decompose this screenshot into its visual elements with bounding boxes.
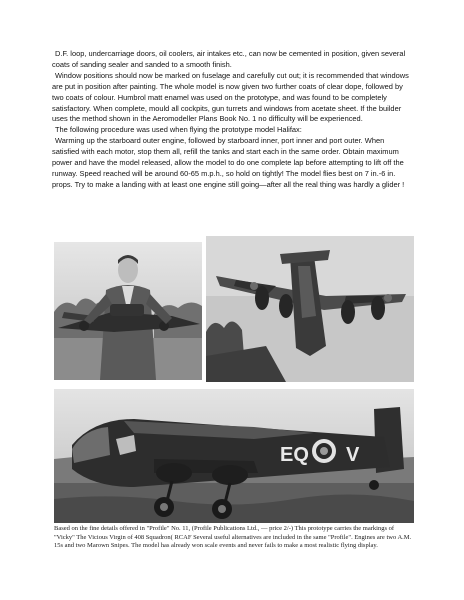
paragraph-3: The following procedure was used when flying the prototype model Halifax: (55, 125, 302, 135)
paragraph-1: D.F. loop, undercarriage doors, oil coolers, air intakes etc., can now be cemented in position, given several coats of sanding sealer and sanded to a smooth finish. (52, 49, 406, 69)
photo-caption (54, 525, 416, 551)
photo-halifax-in-flight (206, 236, 414, 382)
paragraph-2: Window positions should now be marked on fuselage and carefully cut out; it is recommended that windows are put in position after painting. The whole model is now given two further coats of clear dope, followed by two coats of colour. Humbrol matt enamel was used on the prototype, and was found to be completely satisfactory. When complete, mould all cockpits, gun turrets and windows from acetate sheet. If the builder uses the method shown in the Aeromodeller Plans Book No. 1 no difficulty will be experienced. (52, 70, 409, 124)
caption-text: Based on the fine details offered in "Profile" No. 11, (Profile Publications Ltd., — price 2/-) This prototype carries the markings of "Vicky" The Vicious Virgin of 408 Squadron( RCAF Several useful alternatives are included in the same "Profile". Engines are two A.M. 15s and two Marown Snipes. The model has already won scale events and never fails to make a most realistic flying display. (54, 525, 412, 550)
photo-halifax-on-ground (54, 389, 414, 523)
photo-modeller-with-halifax (54, 242, 202, 380)
aircraft-letter-text: V (346, 444, 360, 466)
paragraph-4: Warming up the starboard outer engine, followed by starboard inner, port inner and port outer. When satisfied with each motor, stop them all, refill the tanks and start each in the same order. Obtain maximum power and have the model released, allow the model to do one complete lap before attempting to lift off the runway. Speed reached will be around 60-65 m.p.h., so hold on tightly! The model flies best on 7 in.-6 in. props. Try to make a landing with at least one engine still going—after all the real thing was hardly a glider ! (52, 136, 405, 189)
article-body (52, 49, 412, 191)
squadron-code-text: EQ (280, 444, 309, 466)
